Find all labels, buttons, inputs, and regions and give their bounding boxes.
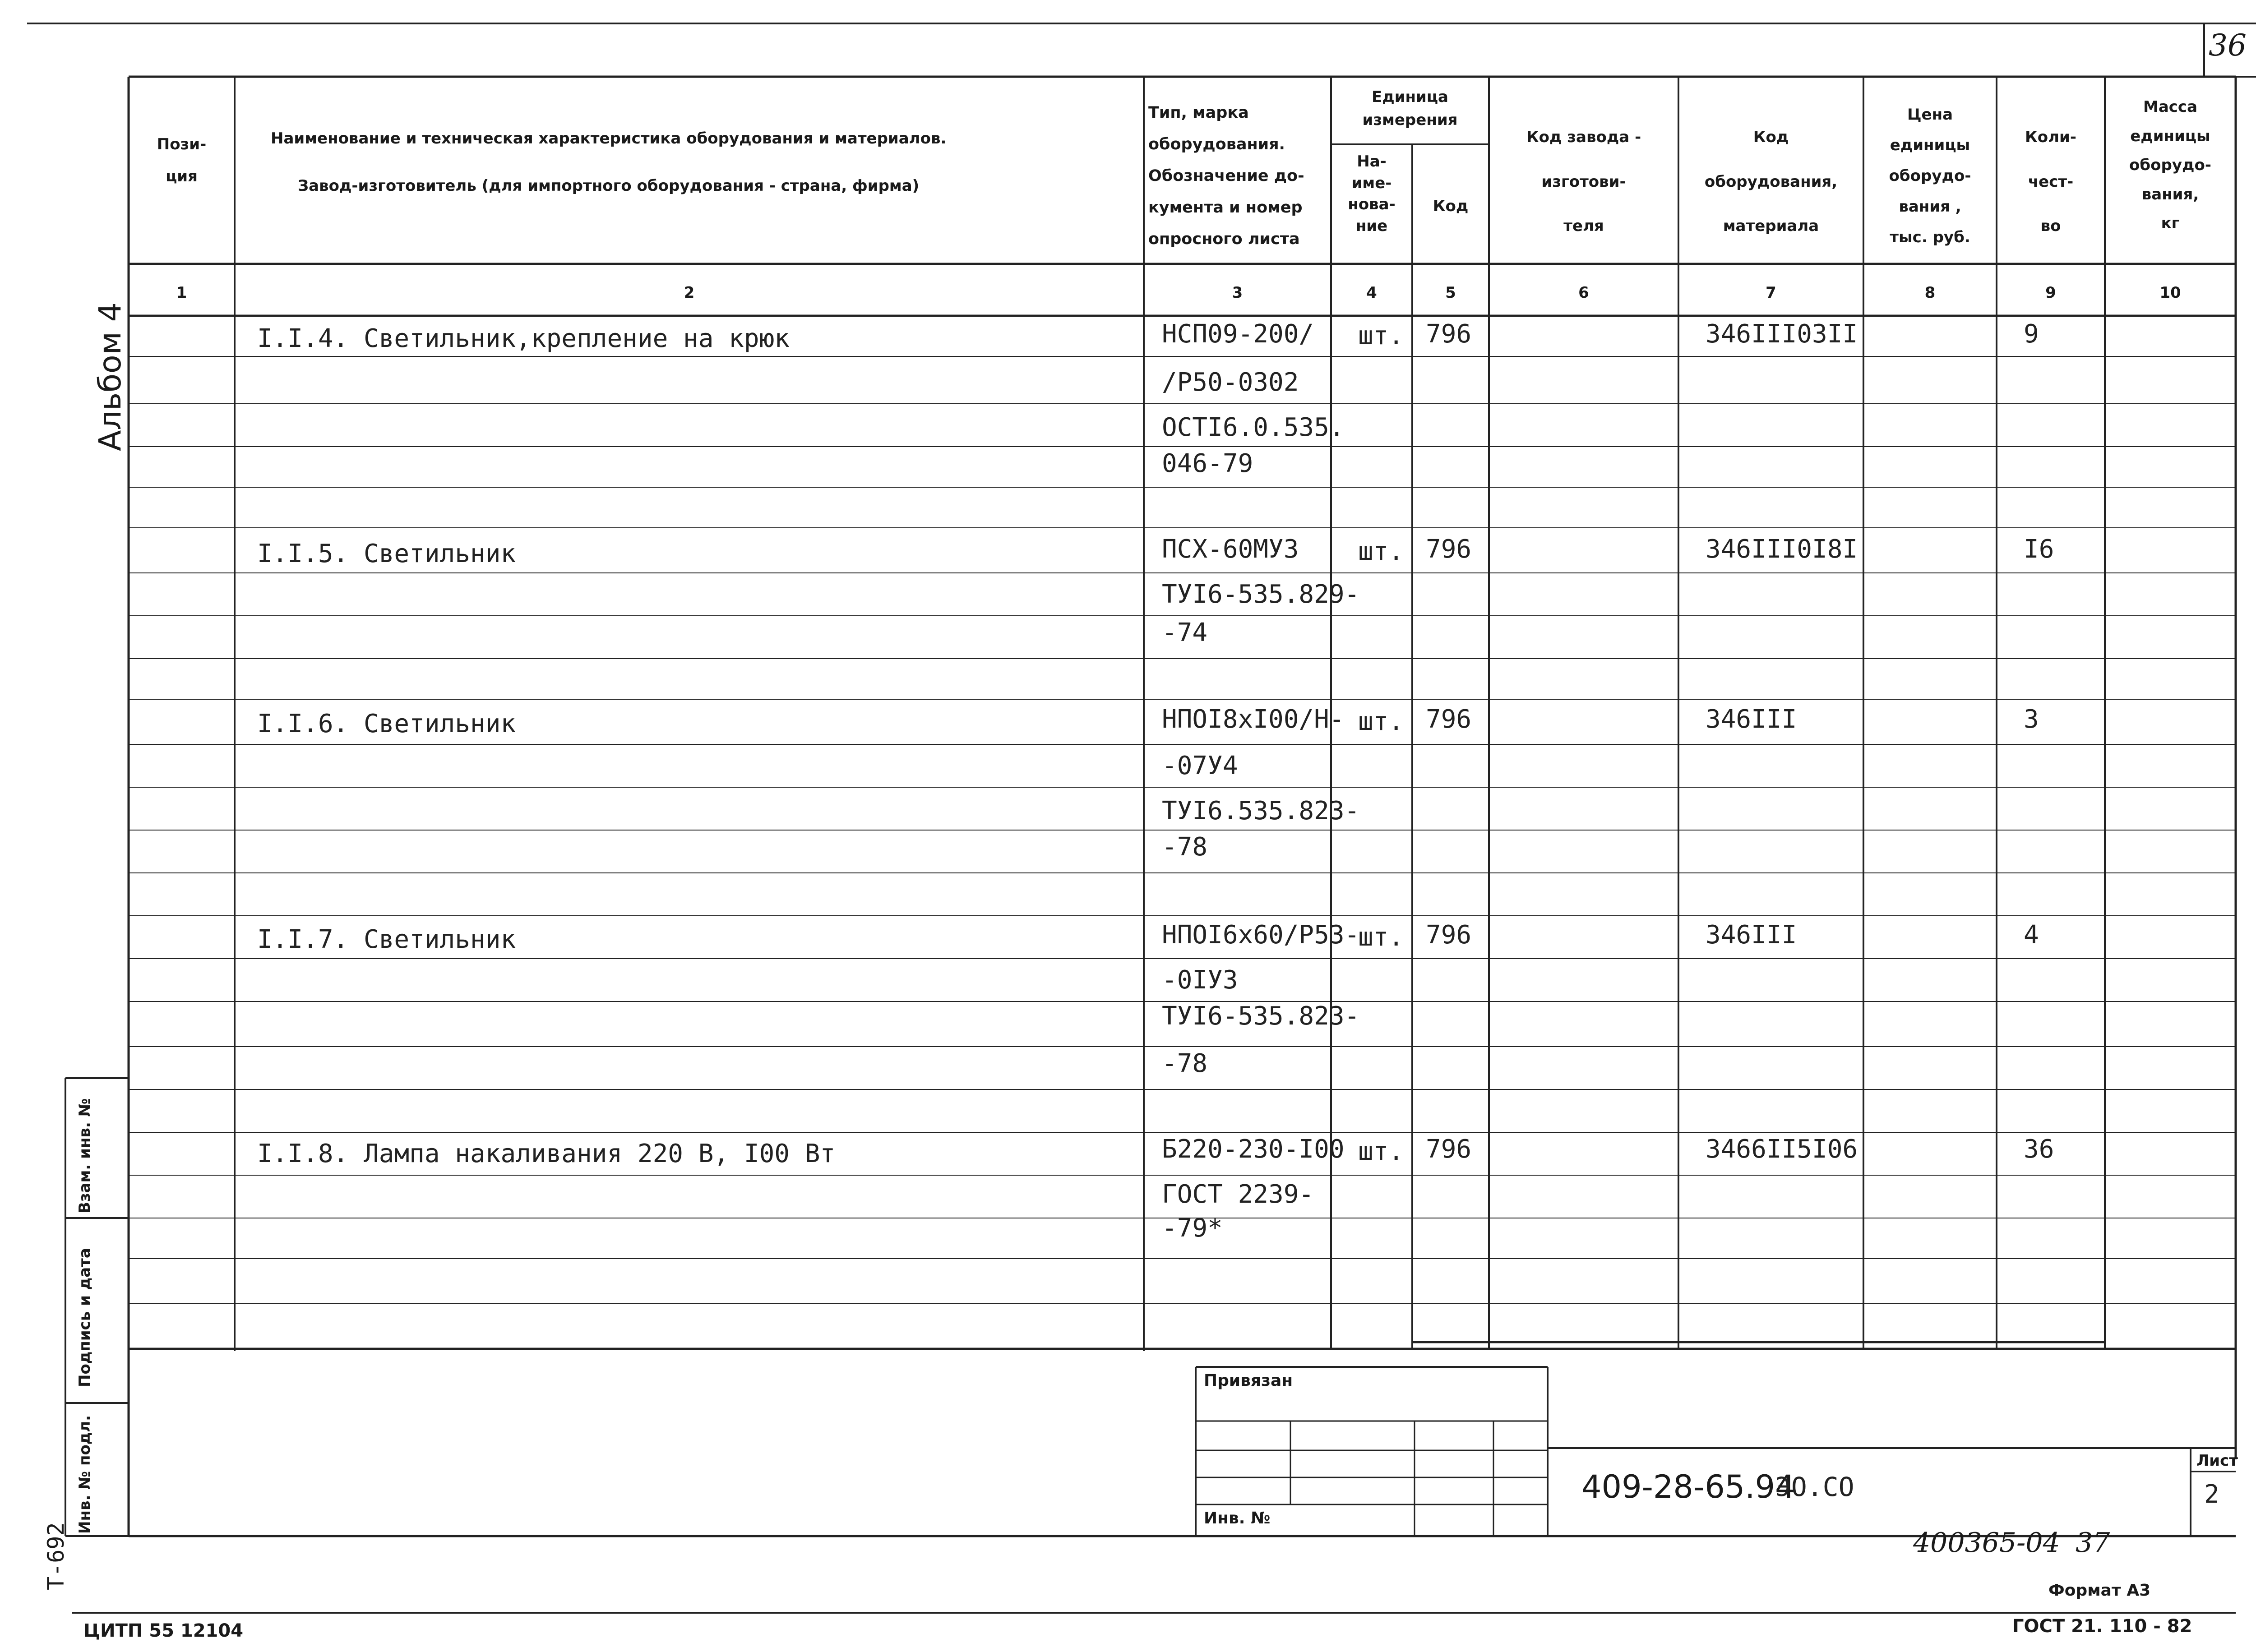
column-number: 3: [1232, 284, 1243, 302]
stamp-list-value: 2: [2204, 1480, 2219, 1509]
header-factory-code: Код завода - изготови- теля: [1526, 128, 1641, 235]
item-unit: шт.: [1358, 537, 1404, 566]
stamp-list-label: Лист: [2196, 1452, 2238, 1470]
item-type-line: /Р50-0302: [1162, 368, 1299, 397]
item-name: I.I.5. Светильник: [257, 539, 516, 568]
item-type-line: НСП09-200/: [1162, 319, 1314, 349]
page-number: 36: [2209, 28, 2247, 63]
column-number: 6: [1578, 284, 1589, 302]
column-number: 10: [2159, 284, 2181, 302]
header-position: Пози- ция: [157, 135, 207, 186]
column-number: 4: [1366, 284, 1377, 302]
item-quantity: 4: [2024, 920, 2039, 950]
item-type-line: -79*: [1162, 1214, 1223, 1243]
item-type-line: ОСТI6.0.535.: [1162, 413, 1345, 442]
item-name: I.I.6. Светильник: [257, 709, 516, 738]
item-type-line: -07У4: [1162, 751, 1238, 780]
header-unit-name: На- име- нова- ние: [1348, 152, 1396, 235]
gost-label: ГОСТ 21. 110 - 82: [2012, 1616, 2192, 1637]
item-unit: шт.: [1358, 321, 1404, 351]
header-type: Тип, марка оборудования. Обозначение до- кумента и номер опросного листа: [1148, 104, 1304, 248]
archive-number: 400365-04: [1913, 1527, 2060, 1559]
item-type-line: ТУI6-535.823-: [1162, 1001, 1360, 1031]
t-number: Т-692: [43, 1522, 69, 1590]
album-label: Альбом 4: [92, 302, 128, 451]
column-number: 1: [176, 284, 187, 302]
item-name: I.I.8. Лампа накаливания 220 В, I00 Вт: [257, 1139, 836, 1168]
side-label-inv-podl: Инв. № подл.: [76, 1415, 94, 1534]
item-unit-code: 796: [1426, 319, 1472, 349]
item-material-code: 346III03II: [1706, 319, 1858, 349]
item-material-code: 346III0I8I: [1706, 535, 1858, 564]
item-unit: шт.: [1358, 923, 1404, 952]
item-material-code: 346III: [1706, 705, 1797, 734]
side-label-vzam-inv: Взам. инв. №: [76, 1098, 94, 1214]
header-quantity: Коли- чест- во: [2025, 128, 2076, 235]
item-type-line: 046-79: [1162, 449, 1253, 478]
item-name: I.I.4. Светильник,крепление на крюк: [257, 324, 790, 353]
item-name: I.I.7. Светильник: [257, 925, 516, 954]
item-type-line: НПОI8хI00/Н-: [1162, 705, 1345, 734]
item-quantity: I6: [2024, 535, 2054, 564]
stamp-doc-number: 409-28-65.94: [1581, 1468, 1795, 1505]
item-unit-code: 796: [1426, 1135, 1472, 1164]
side-label-podpis-data: Подпись и дата: [76, 1248, 94, 1387]
item-type-line: Б220-230-I00: [1162, 1135, 1345, 1164]
header-mass: Масса единицы оборудо- вания, кг: [2129, 98, 2211, 233]
column-number: 7: [1766, 284, 1776, 302]
header-unit-code: Код: [1433, 197, 1469, 215]
item-unit: шт.: [1358, 1137, 1404, 1166]
header-name-line1: Наименование и техническая характеристика оборудования и материалов.: [271, 129, 947, 148]
item-type-line: ТУI6-535.829-: [1162, 580, 1360, 609]
citp-label: ЦИТП 55 12104: [83, 1620, 244, 1641]
column-number: 2: [684, 284, 695, 302]
item-quantity: 3: [2024, 705, 2039, 734]
header-name-line2: Завод-изготовитель (для импортного оборудования - страна, фирма): [298, 177, 920, 195]
item-type-line: -74: [1162, 618, 1208, 647]
item-unit-code: 796: [1426, 920, 1472, 950]
header-price: Цена единицы оборудо- вания , тыс. руб.: [1889, 106, 1971, 246]
header-material-code: Код оборудования, материала: [1704, 128, 1838, 235]
item-material-code: 346III: [1706, 920, 1797, 950]
item-unit: шт.: [1358, 707, 1404, 736]
item-unit-code: 796: [1426, 705, 1472, 734]
column-number: 8: [1924, 284, 1936, 302]
item-quantity: 36: [2024, 1135, 2054, 1164]
item-type-line: НПОI6х60/Р53-: [1162, 920, 1360, 950]
column-number: 5: [1445, 284, 1456, 302]
item-type-line: ПСХ-60МУ3: [1162, 535, 1299, 564]
column-number: 9: [2045, 284, 2056, 302]
item-type-line: ГОСТ 2239-: [1162, 1180, 1314, 1209]
item-type-line: -0IУ3: [1162, 965, 1238, 995]
stamp-privyazan: Привязан: [1204, 1371, 1293, 1390]
format-label: Формат А3: [2048, 1581, 2151, 1600]
item-unit-code: 796: [1426, 535, 1472, 564]
stamp-doc-suffix: ЭО.СО: [1775, 1472, 1854, 1502]
item-type-line: -78: [1162, 1049, 1208, 1078]
item-type-line: ТУI6.535.823-: [1162, 796, 1360, 826]
archive-page: 37: [2076, 1527, 2110, 1559]
header-unit-group: Единица измерения: [1362, 88, 1458, 129]
item-type-line: -78: [1162, 832, 1208, 862]
stamp-inv-no: Инв. №: [1204, 1509, 1271, 1527]
item-quantity: 9: [2024, 319, 2039, 349]
item-material-code: 3466II5I06: [1706, 1135, 1858, 1164]
